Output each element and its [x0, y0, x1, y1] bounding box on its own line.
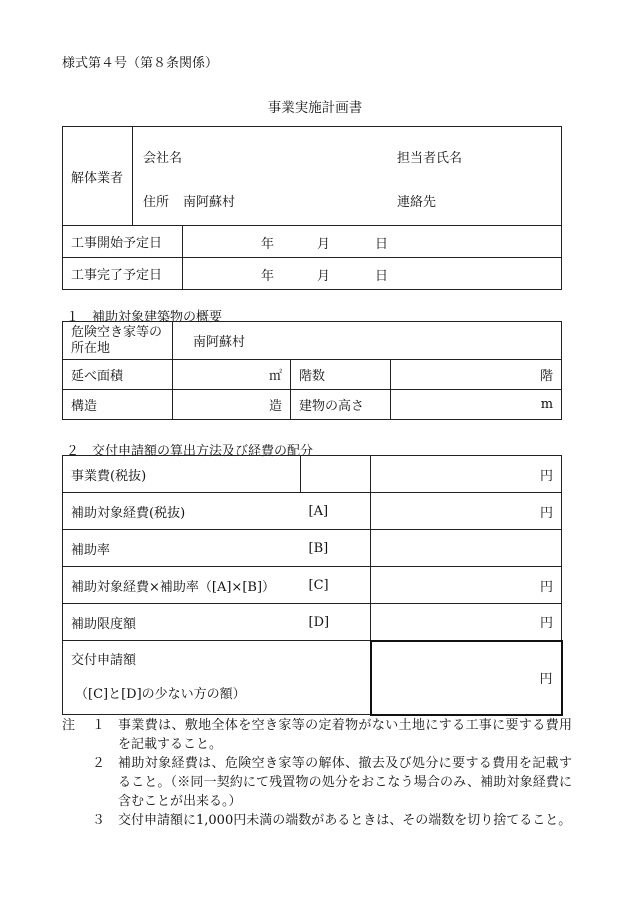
- end-month: 月: [317, 269, 331, 284]
- contractor-label: 解体業者: [63, 127, 133, 226]
- end-day: 日: [375, 269, 389, 284]
- note-text: 補助対象経費は、危険空き家等の解体、撤去及び処分に要する費用を記載すること。（※同一契約にて残置物の処分をおこなう場合のみ、補助対象経費に含むことが出来る。）: [118, 756, 572, 809]
- address-value: 南阿蘇村: [183, 195, 236, 210]
- height-unit: m: [391, 390, 562, 420]
- company-name-label: 会社名: [143, 151, 183, 166]
- start-date-label: 工事開始予定日: [63, 226, 183, 258]
- cost-row-unit: 円: [371, 493, 562, 530]
- cost-row: [63, 493, 562, 530]
- form-number: 様式第４号（第８条関係）: [62, 56, 219, 71]
- address-label: 住所: [143, 195, 170, 210]
- apply-amount-unit: 円: [371, 641, 562, 715]
- cost-row-code: [D]: [301, 604, 371, 641]
- structure-label: 構造: [63, 390, 173, 420]
- cost-row-unit: 円: [371, 567, 562, 604]
- cost-row: [63, 530, 562, 567]
- start-month: 月: [317, 237, 331, 252]
- location-label-line1: 危険空き家等の: [71, 324, 163, 340]
- note-number: ２: [92, 756, 106, 771]
- note-mark: 注: [62, 718, 76, 733]
- cost-row: [63, 456, 562, 493]
- apply-amount-note: （[C]と[D]の少ない方の額）: [75, 686, 246, 702]
- cost-row-code: [301, 456, 371, 493]
- floors-unit: 階: [391, 360, 562, 390]
- location-label-line2: 所在地: [71, 340, 111, 356]
- note-item: [62, 754, 572, 811]
- cost-row-code: [C]: [301, 567, 371, 604]
- cost-row: [63, 604, 562, 641]
- note-item: [62, 811, 572, 830]
- end-year: 年: [261, 269, 275, 284]
- notes: [62, 716, 572, 830]
- page-title: 事業実施計画書: [267, 100, 363, 116]
- structure-unit: 造: [173, 390, 291, 420]
- cost-row-unit: 円: [371, 456, 562, 493]
- section1-heading: １ 補助対象建築物の概要: [66, 310, 223, 325]
- manager-name-label: 担当者氏名: [397, 151, 463, 166]
- location-value: 南阿蘇村: [173, 322, 562, 360]
- height-label: 建物の高さ: [291, 390, 391, 420]
- note-text: 交付申請額に1,000円未満の端数があるときは、その端数を切り捨てること。: [118, 813, 572, 828]
- building-table: [62, 321, 562, 420]
- contact-label: 連絡先: [397, 195, 437, 210]
- cost-row-unit: [371, 530, 562, 567]
- cost-row-code: [B]: [301, 530, 371, 567]
- start-year: 年: [261, 237, 275, 252]
- apply-amount-label: 交付申請額: [71, 652, 137, 668]
- cost-row-label: 補助限度額: [63, 604, 301, 641]
- section2-heading: ２ 交付申請額の算出方法及び経費の配分: [66, 444, 314, 459]
- cost-row-code: [A]: [301, 493, 371, 530]
- contractor-table: [62, 126, 562, 290]
- floors-label: 階数: [291, 360, 391, 390]
- end-date-label: 工事完了予定日: [63, 258, 183, 290]
- cost-table: [62, 455, 563, 716]
- cost-row-label: 補助対象経費(税抜): [63, 493, 301, 530]
- note-item: [62, 716, 572, 754]
- cost-row: [63, 567, 562, 604]
- note-number: １: [92, 718, 106, 733]
- start-day: 日: [375, 237, 389, 252]
- floor-area-label: 延べ面積: [63, 360, 173, 390]
- cost-row-label: 事業費(税抜): [63, 456, 301, 493]
- cost-row-label: 補助率: [63, 530, 301, 567]
- cost-row-label: 補助対象経費×補助率（[A]×[B]）: [63, 567, 301, 604]
- cost-row-unit: 円: [371, 604, 562, 641]
- floor-area-unit: ㎡: [173, 360, 291, 390]
- note-number: ３: [92, 813, 106, 828]
- note-text: 事業費は、敷地全体を空き家等の定着物がない土地にする工事に要する費用を記載すること。: [118, 718, 572, 752]
